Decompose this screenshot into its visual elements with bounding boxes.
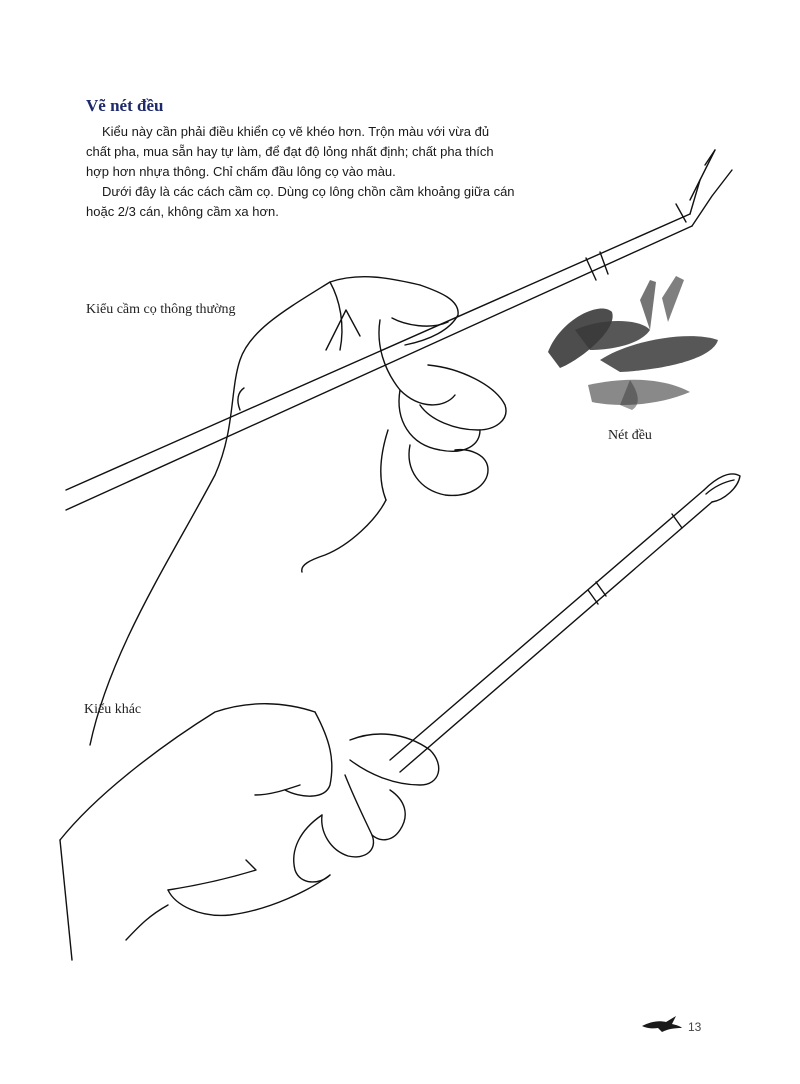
paragraph-1: Kiểu này cần phải điều khiển cọ vẽ khéo hơn. Trộn màu với vừa đủ chất pha, mua sẵn hay tự làm, để đạt độ lỏng nhất định; chất pha thích hợp hơn nhựa thông. Chỉ chấm đầu lông cọ vào màu.: [86, 124, 494, 179]
hand-normal-grip-drawing: [66, 150, 732, 745]
caption-normal-grip: Kiểu cầm cọ thông thường: [86, 302, 236, 317]
hand-other-grip-drawing: [60, 474, 740, 960]
section-title: Vẽ nét đều: [86, 96, 164, 115]
even-stroke-sample: [548, 276, 718, 410]
page-number: 13: [688, 1020, 702, 1034]
bird-icon: [640, 1014, 684, 1036]
caption-other-grip: Kiểu khác: [84, 702, 142, 717]
caption-even-stroke: Nét đều: [608, 428, 652, 443]
paragraph-2: Dưới đây là các cách cầm cọ. Dùng cọ lông chồn cầm khoảng giữa cán hoặc 2/3 cán, không cầm xa hơn.: [86, 184, 515, 219]
